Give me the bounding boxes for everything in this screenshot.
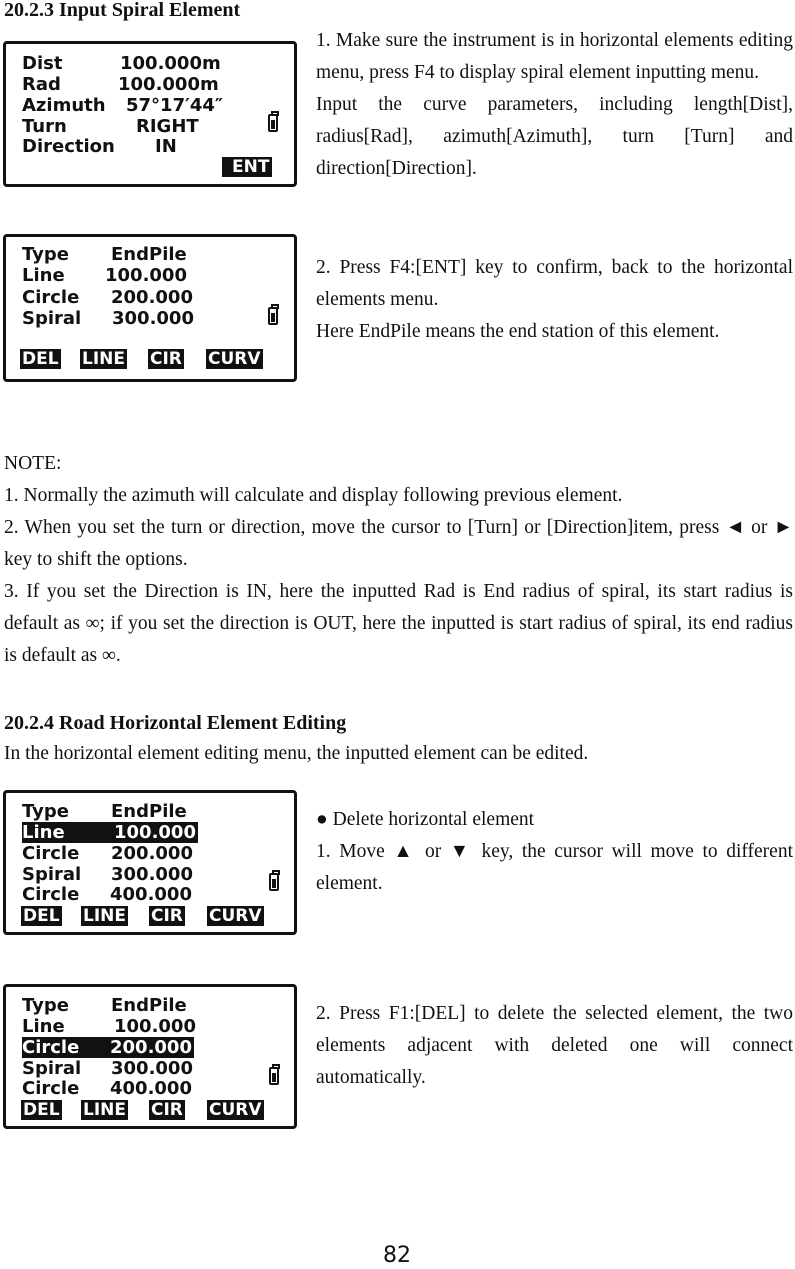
section-title-20-2-3: 20.2.3 Input Spiral Element	[4, 0, 241, 21]
lcd-row-type	[22, 244, 187, 265]
lcd-label: Turn	[22, 116, 67, 137]
softkey-del[interactable]: DEL	[22, 349, 59, 369]
lcd-label: Line	[22, 822, 65, 843]
lcd-value: 100.000	[105, 265, 187, 286]
lcd-value: EndPile	[111, 995, 187, 1016]
lcd-row-azimuth	[22, 95, 223, 116]
lcd-value: 300.000	[112, 308, 194, 329]
lcd-value: IN	[155, 136, 177, 157]
softkey-cir[interactable]: CIR	[150, 349, 182, 369]
lcd-value: 300.000	[111, 1058, 193, 1079]
note-block	[4, 448, 793, 672]
softkey-curv[interactable]: CURV	[208, 349, 261, 369]
lcd-row-line	[22, 1016, 196, 1037]
lcd-screen-select-line	[3, 790, 297, 935]
step1b-text: Input the curve parameters, including length[Dist], radius[Rad], azimuth[Azimuth], turn [Turn] and direction[Direction].	[316, 94, 793, 179]
note-item-1: 1. Normally the azimuth will calculate and display following previous element.	[4, 485, 623, 506]
lcd-label: Circle	[22, 843, 80, 864]
battery-icon	[269, 1067, 279, 1085]
delete-step1-paragraph	[316, 804, 793, 900]
lcd-label: Rad	[22, 74, 61, 95]
lcd-row-rad	[22, 74, 219, 95]
lcd-row-spiral	[22, 864, 193, 885]
softkey-curv[interactable]: CURV	[209, 1100, 262, 1120]
lcd-label: Line	[22, 1016, 65, 1037]
lcd-label: Circle	[22, 1037, 80, 1058]
softkey-ent[interactable]: ENT	[222, 157, 272, 177]
lcd-row-circle	[22, 843, 193, 864]
lcd-value: 400.000	[110, 884, 192, 905]
delete-step1-text: 1. Move ▲ or ▼ key, the cursor will move to different element.	[316, 841, 793, 894]
lcd-label: Type	[22, 244, 69, 265]
page-number: 82	[383, 1243, 411, 1268]
lcd-value: 100.000m	[120, 53, 221, 74]
lcd-value: 100.000m	[118, 74, 219, 95]
lcd-value: 300.000	[111, 864, 193, 885]
softkey-cir[interactable]: CIR	[151, 1100, 183, 1120]
lcd-row-spiral	[22, 308, 194, 329]
lcd-value: 57°17′44″	[126, 95, 223, 116]
lcd-label: Spiral	[22, 308, 82, 329]
lcd-row-line-selected[interactable]	[22, 822, 198, 843]
lcd-label: Circle	[22, 287, 80, 308]
section-title-20-2-4: 20.2.4 Road Horizontal Element Editing	[4, 712, 347, 734]
softkey-line[interactable]: LINE	[83, 1100, 126, 1120]
lcd-label: Spiral	[22, 864, 82, 885]
lcd-value: 200.000	[111, 843, 193, 864]
lcd-screen-spiral-input	[3, 41, 297, 187]
step2-text: 2. Press F4:[ENT] key to confirm, back to the horizontal elements menu.	[316, 257, 793, 310]
lcd-row-turn	[22, 116, 199, 137]
lcd-value: RIGHT	[136, 116, 199, 137]
softkey-del[interactable]: DEL	[23, 906, 60, 926]
softkey-line[interactable]: LINE	[82, 349, 125, 369]
softkey-del[interactable]: DEL	[23, 1100, 60, 1120]
battery-icon	[269, 873, 279, 891]
lcd-row-spiral	[22, 1058, 193, 1079]
lcd-value: 100.000	[114, 822, 196, 843]
lcd-row-circle	[22, 287, 193, 308]
lcd-value: 100.000	[114, 1016, 196, 1037]
battery-icon	[268, 114, 278, 132]
lcd-value: 200.000	[110, 1037, 192, 1058]
lcd-row-line	[22, 265, 187, 286]
lcd-label: Dist	[22, 53, 63, 74]
lcd-value: EndPile	[111, 244, 187, 265]
lcd-row-type	[22, 801, 187, 822]
lcd-row-dist	[22, 53, 221, 74]
lcd-label: Circle	[22, 884, 80, 905]
lcd-screen-endpile	[3, 234, 297, 382]
lcd-label: Line	[22, 265, 65, 286]
battery-icon	[268, 307, 278, 325]
step2-paragraph	[316, 252, 793, 348]
lcd-label: Spiral	[22, 1058, 82, 1079]
lcd-row-direction	[22, 136, 177, 157]
softkey-line[interactable]: LINE	[83, 906, 126, 926]
step1-paragraph	[316, 25, 793, 185]
lcd-row-circle-2	[22, 884, 192, 905]
step1-text: 1. Make sure the instrument is in horizontal elements editing menu, press F4 to display spiral element inputting menu.	[316, 30, 793, 83]
note-item-3: 3. If you set the Direction is IN, here the inputted Rad is End radius of spiral, its start radius is default as ∞; if you set the direction is OUT, here the inputted is start radius of spiral, its end radius is default as ∞.	[4, 581, 793, 666]
softkey-curv[interactable]: CURV	[209, 906, 262, 926]
lcd-row-circle-2	[22, 1078, 192, 1099]
delete-step2-paragraph: 2. Press F1:[DEL] to delete the selected element, the two elements adjacent with deleted one will connect automatically.	[316, 1003, 793, 1088]
lcd-value: EndPile	[111, 801, 187, 822]
section-intro: In the horizontal element editing menu, the inputted element can be edited.	[4, 743, 589, 764]
delete-bullet: ● Delete horizontal element	[316, 809, 535, 830]
lcd-label: Type	[22, 995, 69, 1016]
lcd-screen-select-circle	[3, 984, 297, 1129]
lcd-label: Type	[22, 801, 69, 822]
lcd-value: 400.000	[110, 1078, 192, 1099]
note-item-2: 2. When you set the turn or direction, move the cursor to [Turn] or [Direction]item, press ◄ or ► key to shift the options.	[4, 517, 793, 570]
lcd-label: Circle	[22, 1078, 80, 1099]
lcd-label: Direction	[22, 136, 115, 157]
lcd-value: 200.000	[111, 287, 193, 308]
softkey-cir[interactable]: CIR	[151, 906, 183, 926]
lcd-row-type	[22, 995, 187, 1016]
step2b-text: Here EndPile means the end station of this element.	[316, 321, 720, 342]
lcd-label: Azimuth	[22, 95, 106, 116]
lcd-row-circle-selected[interactable]	[22, 1037, 194, 1058]
note-title: NOTE:	[4, 453, 62, 474]
